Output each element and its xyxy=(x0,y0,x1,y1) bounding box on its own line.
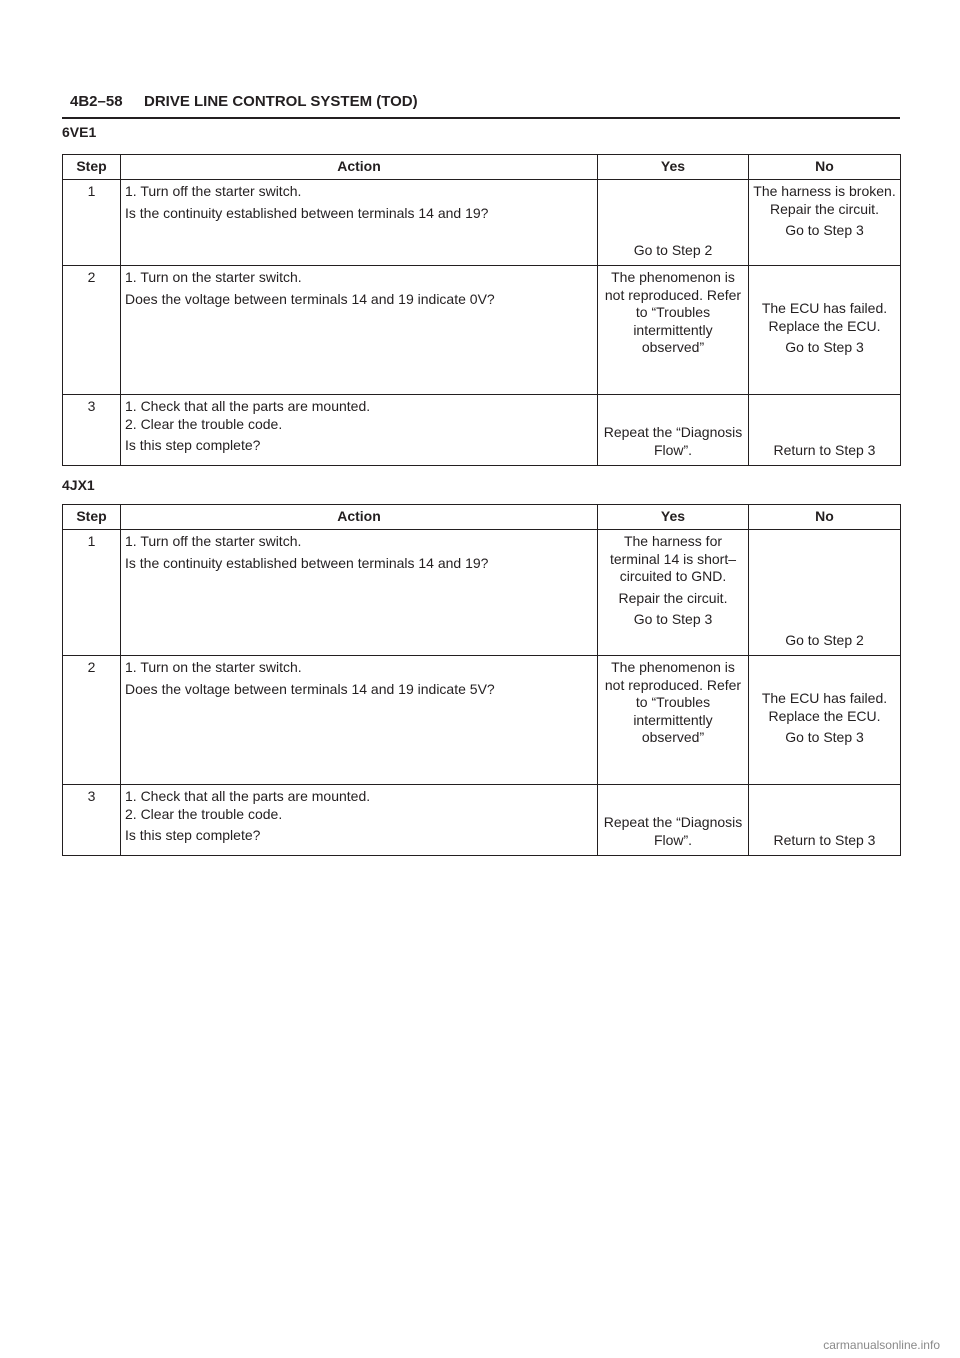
table-row xyxy=(63,530,901,656)
column-header-no: No xyxy=(749,155,901,180)
step-number: 1 xyxy=(63,180,121,266)
action-cell xyxy=(121,266,598,395)
no-text: The ECU has failed. Replace the ECU. xyxy=(761,690,888,724)
action-question: Is the continuity established between terminals 14 and 19? xyxy=(125,554,489,571)
no-text: The ECU has failed. Replace the ECU. xyxy=(761,300,888,334)
page-title: DRIVE LINE CONTROL SYSTEM (TOD) xyxy=(144,93,418,110)
table-row xyxy=(63,785,901,856)
action-instruction: 1. Turn off the starter switch. xyxy=(125,183,302,199)
action-instruction-2: 2. Clear the trouble code. xyxy=(125,805,283,822)
table-row xyxy=(63,395,901,466)
no-goto: Go to Step 3 xyxy=(785,339,864,356)
action-instruction: 1. Turn on the starter switch. xyxy=(125,269,302,285)
action-cell xyxy=(121,785,598,856)
column-header-no: No xyxy=(749,505,901,530)
action-cell xyxy=(121,530,598,656)
no-cell xyxy=(749,530,901,656)
yes-text: The harness for terminal 14 is short–circuited to GND. xyxy=(609,533,737,584)
yes-text: Repeat the “Diagnosis Flow”. xyxy=(603,424,743,458)
no-text: Go to Step 2 xyxy=(785,631,864,648)
section-label-6ve1: 6VE1 xyxy=(62,124,97,140)
action-question: Is this step complete? xyxy=(125,827,261,843)
step-number: 2 xyxy=(63,266,121,395)
no-cell xyxy=(749,656,901,785)
page-header xyxy=(62,93,900,119)
action-cell xyxy=(121,180,598,266)
no-text: Return to Step 3 xyxy=(773,441,876,458)
table-row xyxy=(63,266,901,395)
column-header-step: Step xyxy=(63,505,121,530)
action-instruction: 1. Check that all the parts are mounted. xyxy=(125,788,371,804)
action-cell xyxy=(121,656,598,785)
yes-text: The phenomenon is not reproduced. Refer to “Troubles intermittently observed” xyxy=(604,659,742,745)
section-label-4jx1: 4JX1 xyxy=(62,477,95,493)
no-cell xyxy=(749,395,901,466)
diagnosis-table-4jx1 xyxy=(62,504,901,856)
action-cell xyxy=(121,395,598,466)
diagnosis-table-6ve1 xyxy=(62,154,901,466)
step-number: 3 xyxy=(63,395,121,466)
no-cell xyxy=(749,785,901,856)
yes-text: Go to Step 2 xyxy=(633,241,713,258)
no-goto: Go to Step 3 xyxy=(785,222,864,238)
yes-text: Repeat the “Diagnosis Flow”. xyxy=(603,814,743,848)
table-row xyxy=(63,180,901,266)
no-goto: Go to Step 3 xyxy=(785,729,864,746)
no-cell xyxy=(749,180,901,266)
step-number: 1 xyxy=(63,530,121,656)
yes-goto: Go to Step 3 xyxy=(633,611,713,627)
action-instruction: 1. Turn on the starter switch. xyxy=(125,659,302,675)
action-question: Does the voltage between terminals 14 and 19 indicate 0V? xyxy=(125,290,495,307)
step-number: 2 xyxy=(63,656,121,785)
yes-cell xyxy=(598,785,749,856)
no-text: The harness is broken. Repair the circuit. xyxy=(753,183,896,217)
yes-cell xyxy=(598,395,749,466)
yes-cell xyxy=(598,530,749,656)
yes-text: The phenomenon is not reproduced. Refer to “Troubles intermittently observed” xyxy=(604,269,742,355)
action-question: Does the voltage between terminals 14 and 19 indicate 5V? xyxy=(125,680,495,697)
no-text: Return to Step 3 xyxy=(773,831,876,848)
action-instruction: 1. Turn off the starter switch. xyxy=(125,533,302,549)
column-header-yes: Yes xyxy=(598,155,749,180)
yes-cell xyxy=(598,180,749,266)
table-header-row xyxy=(63,505,901,530)
column-header-step: Step xyxy=(63,155,121,180)
table-row xyxy=(63,656,901,785)
page-number: 4B2–58 xyxy=(70,93,123,110)
yes-cell xyxy=(598,656,749,785)
column-header-action: Action xyxy=(121,505,598,530)
column-header-action: Action xyxy=(121,155,598,180)
action-question: Is the continuity established between terminals 14 and 19? xyxy=(125,204,489,221)
step-number: 3 xyxy=(63,785,121,856)
watermark-text: carmanualsonline.info xyxy=(823,1338,940,1352)
yes-repair: Repair the circuit. xyxy=(618,589,728,606)
action-question: Is this step complete? xyxy=(125,437,261,453)
action-instruction-2: 2. Clear the trouble code. xyxy=(125,415,283,432)
table-header-row xyxy=(63,155,901,180)
action-instruction: 1. Check that all the parts are mounted. xyxy=(125,398,371,414)
yes-cell xyxy=(598,266,749,395)
column-header-yes: Yes xyxy=(598,505,749,530)
no-cell xyxy=(749,266,901,395)
